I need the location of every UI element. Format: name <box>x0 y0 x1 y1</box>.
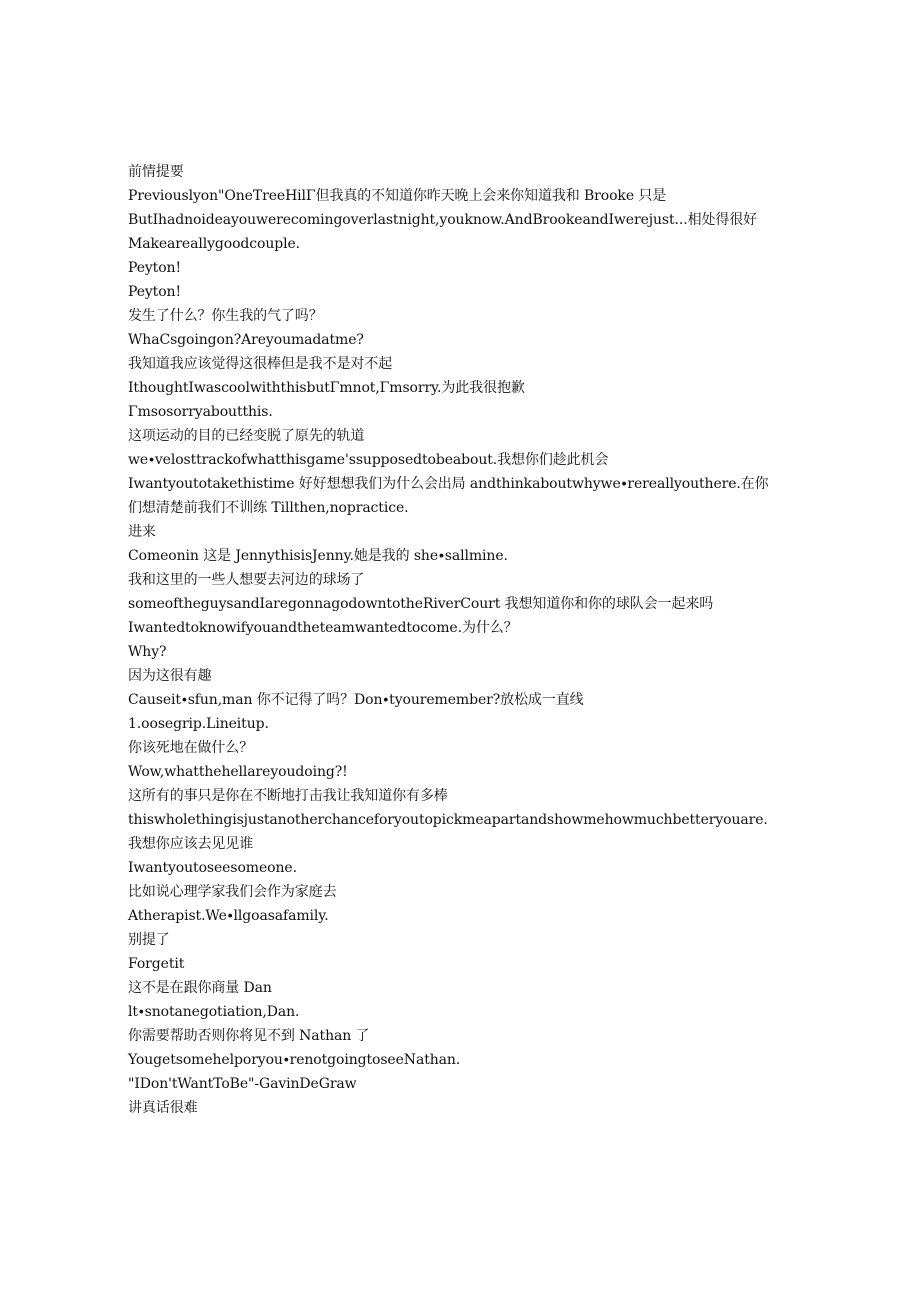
text-line: 你需要帮助否则你将见不到 Nathan 了 <box>128 1028 370 1044</box>
text-line: 我想你应该去见见谁 <box>128 836 254 852</box>
text-line: Previouslyon"OneTreeHilΓ但我真的不知道你昨天晚上会来你知道我和 Brooke 只是 <box>128 188 667 204</box>
text-line: 这不是在跟你商量 Dan <box>128 980 272 996</box>
text-line: 进来 <box>128 524 156 540</box>
text-line: "IDon'tWantToBe"-GavinDeGraw <box>128 1076 357 1092</box>
text-line: Atherapist.We∙llgoasafamily. <box>128 908 329 924</box>
text-line: ButIhadnoideayouwerecomingoverlastnight,youknow.AndBrookeandIwerejust...相处得很好 <box>128 212 758 228</box>
text-line: Peyton! <box>128 260 181 276</box>
text-line: IthoughtIwascoolwiththisbutΓmnot,Γmsorry.为此我很抱歉 <box>128 380 525 396</box>
text-line: 因为这很有趣 <box>128 668 212 684</box>
text-line: WhaCsgoingon?Areyoumadatme? <box>128 332 364 348</box>
text-line: Iwantyoutoseesomeone. <box>128 860 297 876</box>
text-line: we∙velosttrackofwhatthisgame'ssupposedtobeabout.我想你们趁此机会 <box>128 452 609 468</box>
text-line: 前情提要 <box>128 164 184 180</box>
text-line: 讲真话很难 <box>128 1100 198 1116</box>
text-line: someoftheguysandIaregonnagodowntotheRiverCourt 我想知道你和你的球队会一起来吗 <box>128 596 714 612</box>
text-line: 我和这里的一些人想要去河边的球场了 <box>128 572 365 588</box>
text-line: Iwantyoutotakethistime 好好想想我们为什么会出局 andthinkaboutwhywe∙rereallyouthere.在你 <box>128 476 769 492</box>
text-line: lt∙snotanegotiation,Dan. <box>128 1004 300 1020</box>
text-line: Forgetit <box>128 956 185 972</box>
text-line: 这所有的事只是你在不断地打击我让我知道你有多棒 <box>128 788 448 804</box>
text-line: Yougetsomehelporyou∙renotgoingtoseeNathan. <box>128 1052 461 1068</box>
text-line: thiswholethingisjustanotherchanceforyoutopickmeapartandshowmehowmuchbetteryouare. <box>128 812 768 828</box>
text-line: 别提了 <box>128 932 170 948</box>
text-line: 你该死地在做什么？ <box>128 740 254 756</box>
text-line: Γmsosorryaboutthis. <box>128 404 273 420</box>
text-line: Makeareallygoodcouple. <box>128 236 301 252</box>
text-line: Peyton! <box>128 284 181 300</box>
text-line: 比如说心理学家我们会作为家庭去 <box>128 884 337 900</box>
text-line: Why? <box>128 644 167 660</box>
text-line: 我知道我应该觉得这很棒但是我不是对不起 <box>128 356 393 372</box>
text-line: Iwantedtoknowifyouandtheteamwantedtocome.为什么？ <box>128 620 518 636</box>
text-line: 这项运动的目的已经变脱了原先的轨道 <box>128 428 365 444</box>
text-line: 们想清楚前我们不训练 Tillthen,nopractice. <box>128 500 409 516</box>
text-line: Wow,whatthehellareyoudoing?! <box>128 764 348 780</box>
document-body <box>128 160 808 1120</box>
text-line: Comeonin 这是 JennythisisJenny.她是我的 she∙sallmine. <box>128 548 508 564</box>
text-line: 发生了什么？你生我的气了吗？ <box>128 308 323 324</box>
text-line: Causeit∙sfun,man 你不记得了吗？Don∙tyouremember?放松成一直线 <box>128 692 584 708</box>
text-line: 1.oosegrip.Lineitup. <box>128 716 269 732</box>
